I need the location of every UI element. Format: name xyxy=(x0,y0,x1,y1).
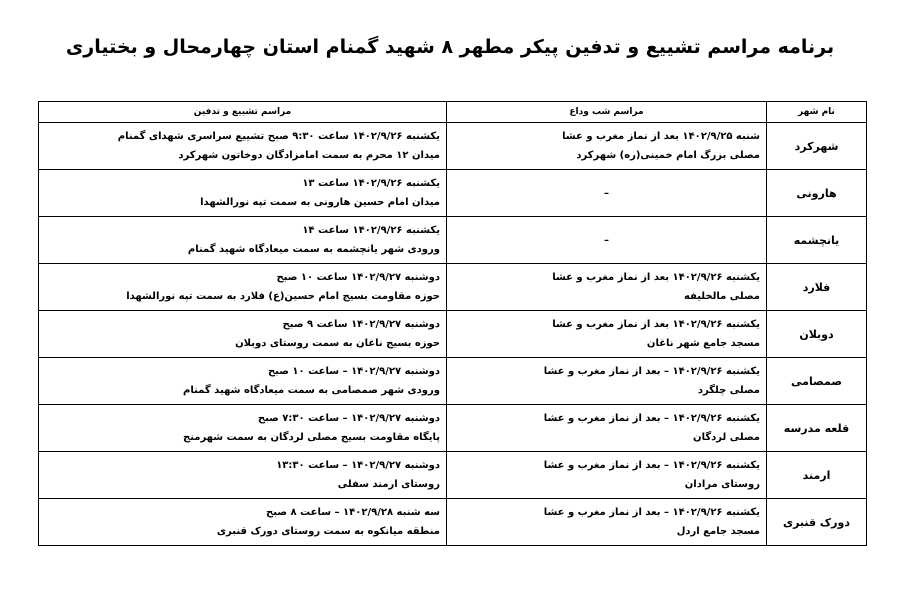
burial-date: دوشنبه ۱۴۰۲/۹/۲۷ ساعت ۹ صبح xyxy=(282,319,440,330)
farewell-place: مصلی مالخلیفه xyxy=(683,291,760,302)
farewell-place: مسجد جامع شهر ناغان xyxy=(646,338,760,349)
farewell-date: یکشنبه ۱۴۰۲/۹/۲۶ – بعد از نماز مغرب و عشا xyxy=(543,460,760,471)
burial-place: ورودی شهر یانچشمه به سمت میعادگاه شهید گمنام xyxy=(187,244,440,255)
city-cell: صمصامی xyxy=(767,358,867,405)
city-cell: شهرکرد xyxy=(767,123,867,170)
table-row xyxy=(39,499,867,546)
table-row xyxy=(39,452,867,499)
farewell-date: یکشنبه ۱۴۰۲/۹/۲۶ – بعد از نماز مغرب و عشا xyxy=(543,507,760,518)
farewell-cell xyxy=(447,499,767,546)
farewell-place: مسجد جامع اردل xyxy=(676,526,760,537)
farewell-cell xyxy=(447,311,767,358)
burial-date: دوشنبه ۱۴۰۲/۹/۲۷ ساعت ۱۰ صبح xyxy=(276,272,440,283)
farewell-date: – xyxy=(604,187,609,199)
farewell-place: مصلی چلگرد xyxy=(697,385,760,396)
burial-place: میدان ۱۲ محرم به سمت امامزادگان دوخاتون شهرکرد xyxy=(178,150,440,161)
table-row xyxy=(39,123,867,170)
header-city: نام شهر xyxy=(767,102,867,123)
city-cell: دوبلان xyxy=(767,311,867,358)
page-title: برنامه مراسم تشییع و تدفین پیکر مطهر ۸ شهید گمنام استان چهارمحال و بختیاری xyxy=(65,36,835,58)
burial-place: پایگاه مقاومت بسیج مصلی لردگان به سمت شهرمنج xyxy=(182,432,440,443)
farewell-cell xyxy=(447,358,767,405)
burial-place: روستای ارمند سفلی xyxy=(337,479,440,490)
burial-place: ورودی شهر صمصامی به سمت میعادگاه شهید گمنام xyxy=(183,385,440,396)
burial-cell xyxy=(39,405,447,452)
city-cell: فلارد xyxy=(767,264,867,311)
burial-date: دوشنبه ۱۴۰۲/۹/۲۷ – ساعت ۱۰ صبح xyxy=(267,366,440,377)
burial-cell xyxy=(39,311,447,358)
burial-place: حوزه مقاومت بسیج امام حسین(ع) فلارد به سمت تپه نورالشهدا xyxy=(126,291,440,302)
table-row xyxy=(39,358,867,405)
farewell-place: روستای مرادان xyxy=(684,479,760,490)
burial-cell xyxy=(39,123,447,170)
burial-place: حوزه بسیج ناغان به سمت روستای دوبلان xyxy=(235,338,440,349)
header-farewell-night: مراسم شب وداع xyxy=(447,102,767,123)
table-row xyxy=(39,405,867,452)
burial-date: دوشنبه ۱۴۰۲/۹/۲۷ – ساعت ۱۳:۳۰ xyxy=(276,460,440,471)
table-row xyxy=(39,264,867,311)
farewell-date: یکشنبه ۱۴۰۲/۹/۲۶ بعد از نماز مغرب و عشا xyxy=(552,319,760,330)
farewell-place: مصلی لردگان xyxy=(693,432,760,443)
burial-date: یکشنبه ۱۴۰۲/۹/۲۶ ساعت ۱۳ xyxy=(302,178,440,189)
city-cell: هارونی xyxy=(767,170,867,217)
city-cell: قلعه مدرسه xyxy=(767,405,867,452)
burial-cell xyxy=(39,170,447,217)
farewell-cell xyxy=(447,170,767,217)
farewell-cell xyxy=(447,405,767,452)
burial-cell xyxy=(39,217,447,264)
farewell-date: یکشنبه ۱۴۰۲/۹/۲۶ – بعد از نماز مغرب و عشا xyxy=(543,413,760,424)
burial-cell xyxy=(39,358,447,405)
burial-date: سه شنبه ۱۴۰۲/۹/۲۸ – ساعت ۸ صبح xyxy=(266,507,440,518)
table-row xyxy=(39,170,867,217)
farewell-cell xyxy=(447,217,767,264)
header-burial: مراسم تشییع و تدفین xyxy=(39,102,447,123)
farewell-place: مصلی بزرگ امام خمینی(ره) شهرکرد xyxy=(576,150,760,161)
city-cell: یانچشمه xyxy=(767,217,867,264)
burial-cell xyxy=(39,452,447,499)
farewell-cell xyxy=(447,264,767,311)
burial-cell xyxy=(39,264,447,311)
burial-cell xyxy=(39,499,447,546)
burial-date: یکشنبه ۱۴۰۲/۹/۲۶ ساعت ۱۴ xyxy=(302,225,440,236)
burial-place: منطقه میانکوه به سمت روستای دورک قنبری xyxy=(216,526,440,537)
burial-date: یکشنبه ۱۴۰۲/۹/۲۶ ساعت ۹:۳۰ صبح تشییع سراسری شهدای گمنام xyxy=(117,131,440,142)
schedule-table xyxy=(38,101,867,546)
city-cell: ارمند xyxy=(767,452,867,499)
farewell-date: شنبه ۱۴۰۲/۹/۲۵ بعد از نماز مغرب و عشا xyxy=(562,131,760,142)
farewell-cell xyxy=(447,452,767,499)
city-cell: دورک قنبری xyxy=(767,499,867,546)
farewell-cell xyxy=(447,123,767,170)
farewell-date: یکشنبه ۱۴۰۲/۹/۲۶ – بعد از نماز مغرب و عشا xyxy=(543,366,760,377)
table-row xyxy=(39,311,867,358)
table-row xyxy=(39,217,867,264)
burial-date: دوشنبه ۱۴۰۲/۹/۲۷ – ساعت ۷:۳۰ صبح xyxy=(257,413,440,424)
burial-place: میدان امام حسین هارونی به سمت تپه نورالشهدا xyxy=(200,197,440,208)
farewell-date: – xyxy=(604,234,609,246)
farewell-date: یکشنبه ۱۴۰۲/۹/۲۶ بعد از نماز مغرب و عشا xyxy=(552,272,760,283)
table-header-row xyxy=(39,102,867,123)
